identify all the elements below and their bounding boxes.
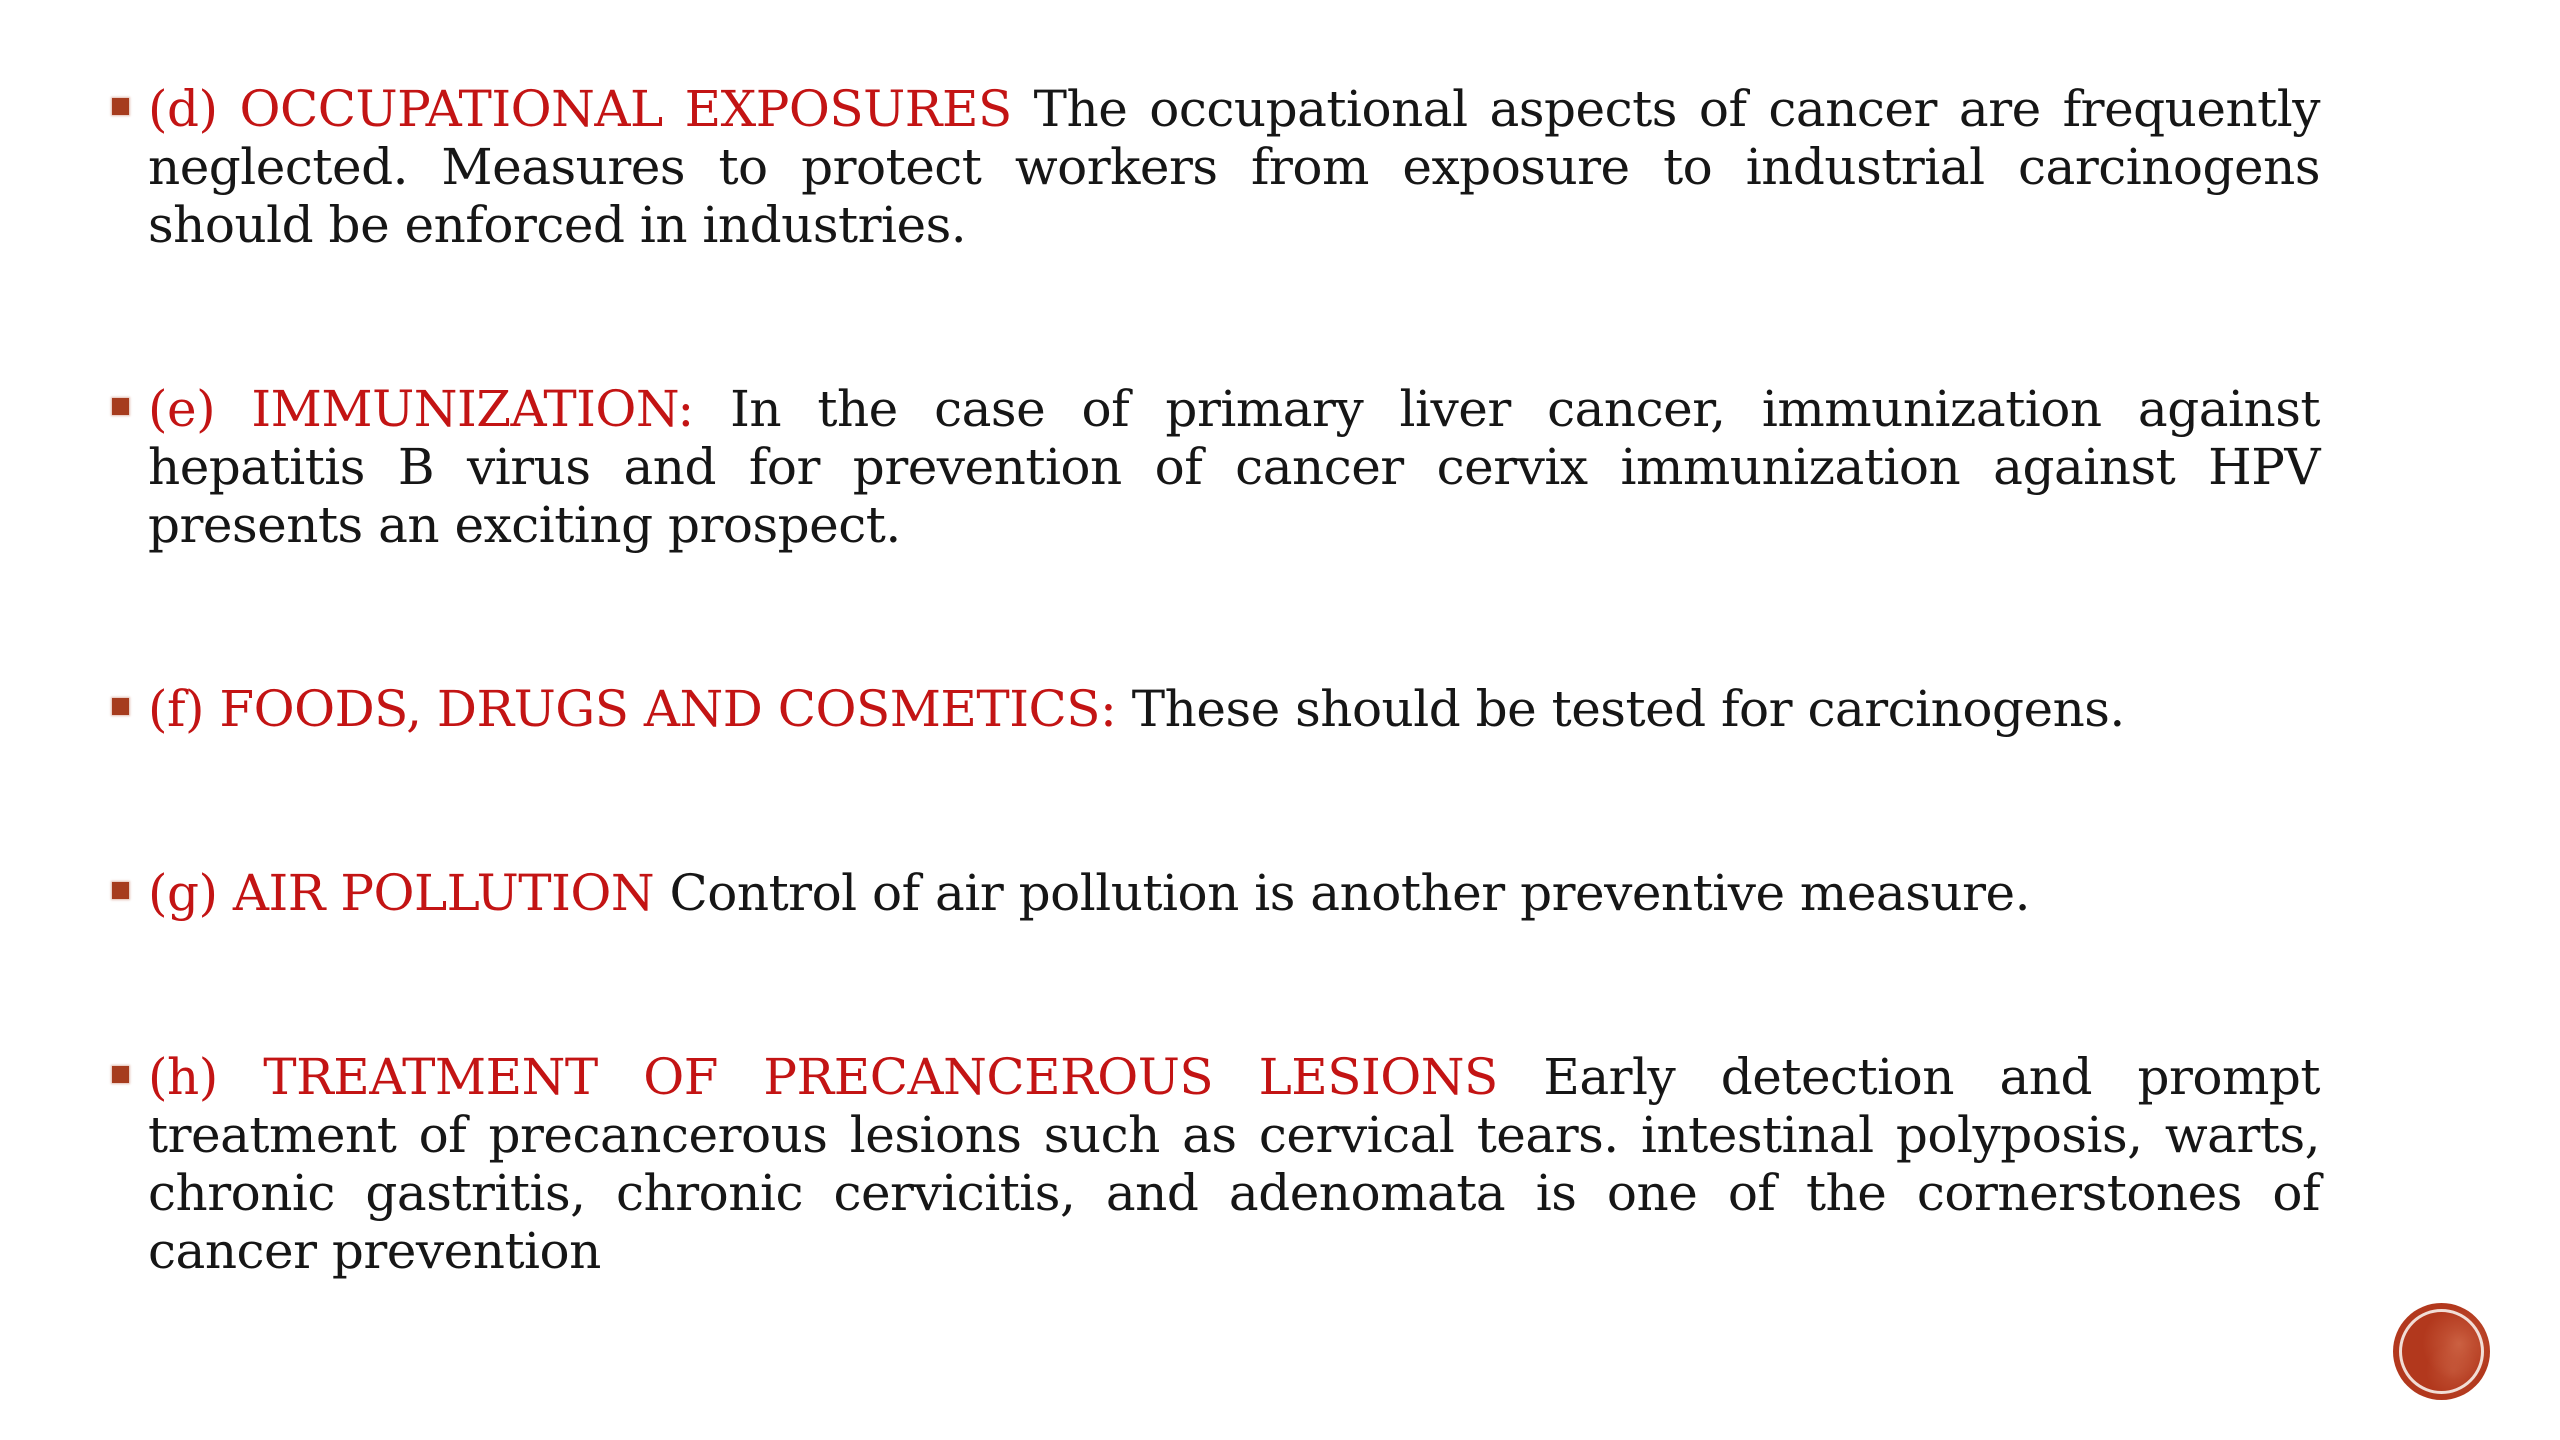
bullet-body-text: These should be tested for carcinogens.	[1131, 680, 2125, 738]
bullet-item-g	[112, 864, 2320, 922]
bullet-body-text: Early detection and prompt treatment of precancerous lesions such as cervical tears. intestinal polyposis, warts, chronic gastritis, chronic cervicitis, and adenomata is one of the cornerstones of cancer prevention	[148, 1048, 2320, 1280]
bullet-heading: (e) IMMUNIZATION:	[148, 380, 694, 438]
bullet-heading: (f) FOODS, DRUGS AND COSMETICS:	[148, 680, 1117, 738]
bullet-heading: (g) AIR POLLUTION	[148, 864, 655, 922]
bullet-item-d	[112, 80, 2320, 254]
bullet-square-icon	[112, 98, 129, 115]
bullet-square-icon	[112, 882, 129, 899]
bullet-item-e	[112, 380, 2320, 554]
bullet-square-icon	[112, 398, 129, 415]
bullet-square-icon	[112, 1066, 129, 1083]
bullet-body-text: The occupational aspects of cancer are frequently neglected. Measures to protect workers from exposure to industrial carcinogens should be enforced in industries.	[148, 80, 2320, 254]
bullet-heading: (h) TREATMENT OF PRECANCEROUS LESIONS	[148, 1048, 1498, 1106]
bullet-heading: (d) OCCUPATIONAL EXPOSURES	[148, 80, 1012, 138]
bullet-body-text: In the case of primary liver cancer, immunization against hepatitis B virus and for prevention of cancer cervix immunization against HPV presents an exciting prospect.	[148, 380, 2320, 554]
bullet-item-f	[112, 680, 2320, 738]
bullet-body-text: Control of air pollution is another preventive measure.	[669, 864, 2030, 922]
bullet-square-icon	[112, 698, 129, 715]
bullet-item-h	[112, 1048, 2320, 1280]
slide-body	[112, 80, 2320, 1280]
red-stamp-circle-icon	[2393, 1303, 2490, 1400]
